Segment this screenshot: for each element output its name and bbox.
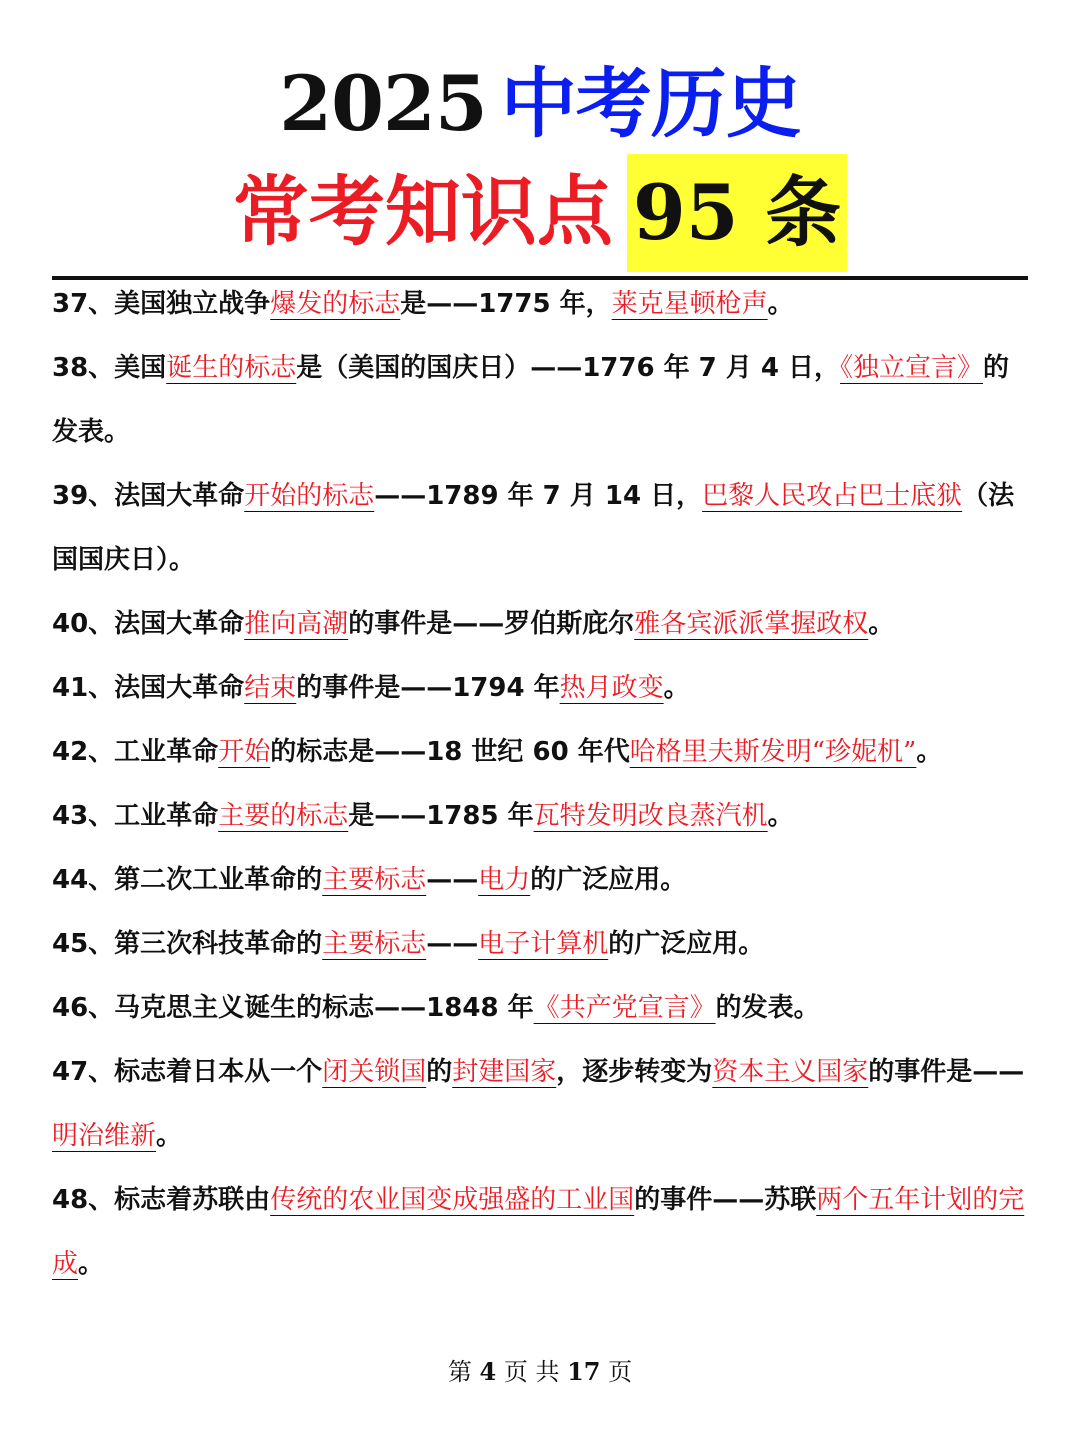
item-text: 46、马克思主义诞生的标志——1848 年: [52, 993, 534, 1023]
knowledge-list: [52, 272, 1030, 1296]
list-item: [52, 464, 1030, 592]
item-text: 。: [767, 801, 794, 831]
item-text: 42、工业革命: [52, 737, 219, 767]
item-text: 的广泛应用。: [530, 865, 687, 895]
keyword-answer: 电力: [478, 865, 531, 895]
item-text: 的事件是——: [868, 1057, 1025, 1087]
item-text: 39、法国大革命: [52, 481, 245, 511]
keyword-answer: 主要的标志: [218, 801, 349, 831]
item-text: 的发表。: [52, 353, 1010, 447]
keyword-answer: 传统的农业国变成强盛的工业国: [270, 1185, 635, 1215]
title-line-2: [0, 158, 1080, 276]
item-text: 的事件是——罗伯斯庇尔: [348, 609, 635, 639]
keyword-answer: 闭关锁国: [322, 1057, 427, 1087]
item-text: 的事件是——1794 年: [296, 673, 560, 703]
item-text: 。: [78, 1249, 105, 1279]
item-text: 45、第三次科技革命的: [52, 929, 323, 959]
title-count-unit: 条: [765, 168, 842, 257]
item-text: 。: [868, 609, 895, 639]
item-text: 的发表。: [715, 993, 820, 1023]
item-text: 是（美国的国庆日）——1776 年 7 月 4 日，: [296, 353, 841, 383]
keyword-answer: 资本主义国家: [712, 1057, 869, 1087]
item-text: 。: [663, 673, 690, 703]
item-text: 37、美国独立战争: [52, 289, 271, 319]
keyword-answer: 主要标志: [322, 865, 427, 895]
keyword-answer: 热月政变: [559, 673, 664, 703]
keyword-answer: 莱克星顿枪声: [611, 289, 768, 319]
keyword-answer: 开始的标志: [244, 481, 375, 511]
footer-suffix: 页: [608, 1358, 633, 1386]
keyword-answer: 两个五年计划的完成: [52, 1185, 1025, 1279]
keyword-answer: 《独立宣言》: [840, 353, 984, 383]
keyword-answer: 推向高潮: [244, 609, 349, 639]
title-line-1: [0, 58, 1080, 150]
item-text: 。: [916, 737, 943, 767]
item-text: 的广泛应用。: [608, 929, 765, 959]
item-text: 43、工业革命: [52, 801, 219, 831]
page-footer: [0, 1352, 1080, 1387]
list-item: [52, 720, 1030, 784]
item-text: 48、标志着苏联由: [52, 1185, 271, 1215]
item-text: 。: [156, 1121, 183, 1151]
item-text: 是——1775 年，: [400, 289, 612, 319]
footer-middle: 页 共: [503, 1358, 560, 1386]
keyword-answer: 哈格里夫斯发明“珍妮机”: [629, 737, 917, 767]
item-text: 的: [426, 1057, 453, 1087]
item-text: 44、第二次工业革命的: [52, 865, 323, 895]
footer-prefix: 第: [447, 1358, 472, 1386]
footer-page-number: 4: [479, 1357, 497, 1386]
item-text: 的标志是——18 世纪 60 年代: [270, 737, 630, 767]
item-text: 47、标志着日本从一个: [52, 1057, 323, 1087]
keyword-answer: 诞生的标志: [166, 353, 297, 383]
item-text: ——1789 年 7 月 14 日，: [374, 481, 703, 511]
item-text: ，逐步转变为: [556, 1057, 713, 1087]
item-text: 的事件——苏联: [634, 1185, 817, 1215]
keyword-answer: 结束: [244, 673, 297, 703]
item-text: 41、法国大革命: [52, 673, 245, 703]
keyword-answer: 雅各宾派派掌握政权: [634, 609, 869, 639]
keyword-answer: 封建国家: [452, 1057, 557, 1087]
title-main: 常考知识点: [232, 167, 613, 256]
list-item: [52, 272, 1030, 336]
item-text: ——: [426, 865, 479, 895]
title-block: [0, 58, 1080, 276]
list-item: [52, 336, 1030, 464]
list-item: [52, 912, 1030, 976]
footer-total-pages: 17: [567, 1357, 601, 1386]
item-text: 是——1785 年: [348, 801, 534, 831]
item-text: （法国国庆日）。: [52, 481, 1015, 575]
list-item: [52, 784, 1030, 848]
keyword-answer: 主要标志: [322, 929, 427, 959]
keyword-answer: 电子计算机: [478, 929, 609, 959]
keyword-answer: 巴黎人民攻占巴士底狱: [702, 481, 963, 511]
list-item: [52, 592, 1030, 656]
list-item: [52, 976, 1030, 1040]
keyword-answer: 爆发的标志: [270, 289, 401, 319]
list-item: [52, 848, 1030, 912]
title-subject: 中考历史: [500, 59, 801, 148]
keyword-answer: 《共产党宣言》: [533, 993, 716, 1023]
item-text: 。: [767, 289, 794, 319]
title-year: 2025: [279, 59, 487, 148]
title-count-highlight: [627, 154, 847, 272]
item-text: ——: [426, 929, 479, 959]
list-item: [52, 1040, 1030, 1168]
keyword-answer: 开始: [218, 737, 271, 767]
title-count-number: 95: [632, 168, 739, 257]
list-item: [52, 1168, 1030, 1296]
item-text: 40、法国大革命: [52, 609, 245, 639]
list-item: [52, 656, 1030, 720]
keyword-answer: 明治维新: [52, 1121, 157, 1151]
item-text: 38、美国: [52, 353, 167, 383]
keyword-answer: 瓦特发明改良蒸汽机: [533, 801, 768, 831]
